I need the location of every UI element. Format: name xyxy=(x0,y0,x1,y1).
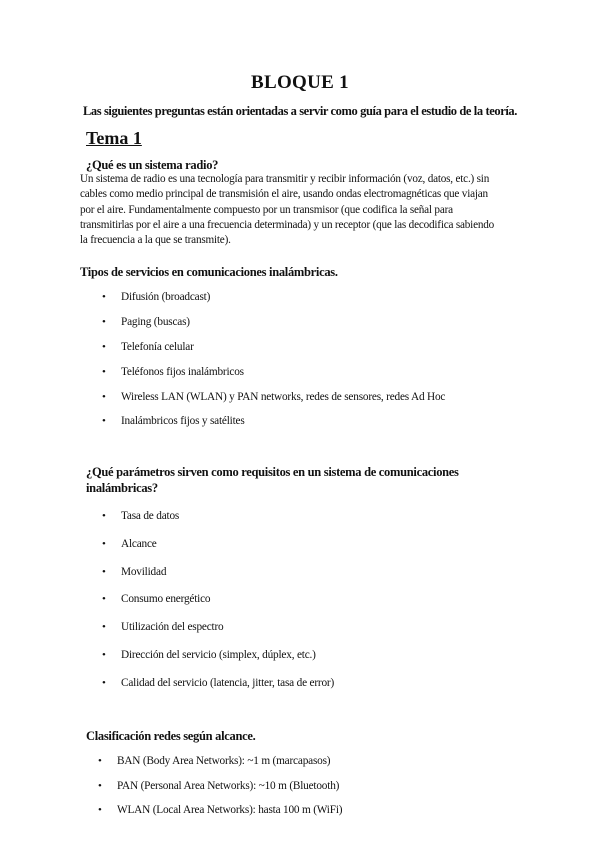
bullet-icon: • xyxy=(102,565,106,578)
list-item xyxy=(102,565,334,594)
bullet-icon: • xyxy=(102,390,106,403)
bullet-icon: • xyxy=(98,779,102,792)
list-item-text: WLAN (Local Area Networks): hasta 100 m (WiFi) xyxy=(117,804,343,816)
bullet-icon: • xyxy=(98,755,102,767)
list-item xyxy=(102,365,445,391)
list-item-text: PAN (Personal Area Networks): ~10 m (Bluetooth) xyxy=(117,779,340,792)
list-item xyxy=(98,755,342,780)
list-item xyxy=(102,390,446,416)
list-item-text: Paging (buscas) xyxy=(121,315,190,328)
list-item-text: Wireless LAN (WLAN) y PAN networks, redes de sensores, redes Ad Hoc xyxy=(121,390,446,403)
bullet-icon: • xyxy=(98,804,102,816)
list-item-text: Alcance xyxy=(121,537,157,550)
list-item-text: Inalámbricos fijos y satélites xyxy=(121,415,245,428)
bullet-icon: • xyxy=(102,340,106,353)
document-subtitle: Las siguientes preguntas están orientadas a servir como guía para el estudio de la teoría. xyxy=(82,104,517,118)
document-title: BLOQUE 1 xyxy=(251,72,349,93)
bullet-icon: • xyxy=(102,510,106,522)
list-item-text: BAN (Body Area Networks): ~1 m (marcapasos) xyxy=(117,755,331,767)
classification-heading: Clasificación redes según alcance. xyxy=(86,729,256,743)
services-list xyxy=(102,291,446,440)
list-item-text: Movilidad xyxy=(121,565,167,578)
bullet-icon: • xyxy=(102,621,106,634)
bullet-icon: • xyxy=(102,648,106,661)
answer-paragraph-radio xyxy=(80,172,520,248)
list-item xyxy=(102,621,334,649)
paragraph-line: cables como medio principal de transmisión el aire, usando ondas electromagnéticas que viajan xyxy=(80,188,488,201)
bullet-icon: • xyxy=(102,593,106,606)
parameters-list xyxy=(102,510,335,705)
paragraph-line: Un sistema de radio es una tecnología para transmitir y recibir información (voz, datos, etc.) sin xyxy=(80,173,490,185)
list-item-text: Calidad del servicio (latencia, jitter, tasa de error) xyxy=(121,676,335,689)
question-heading-radio: ¿Qué es un sistema radio? xyxy=(86,158,219,172)
list-item xyxy=(98,804,343,829)
parameters-heading: ¿Qué parámetros sirven como requisitos en un sistema de comunicaciones inalámbricas? xyxy=(86,465,459,495)
list-item xyxy=(102,510,334,538)
list-item xyxy=(98,779,342,805)
list-item-text: Difusión (broadcast) xyxy=(121,291,211,303)
list-item xyxy=(102,537,334,566)
bullet-icon: • xyxy=(102,676,106,689)
list-item xyxy=(102,291,445,316)
bullet-icon: • xyxy=(102,537,106,550)
list-item-text: Telefonía celular xyxy=(121,340,194,353)
list-item xyxy=(102,315,445,341)
paragraph-line: la frecuencia a la que se transmite). xyxy=(80,234,231,247)
services-heading: Tipos de servicios en comunicaciones inalámbricas. xyxy=(80,265,338,279)
list-item xyxy=(102,593,334,621)
list-item-text: Utilización del espectro xyxy=(121,621,224,634)
bullet-icon: • xyxy=(102,415,106,428)
list-item-text: Tasa de datos xyxy=(121,510,180,522)
bullet-icon: • xyxy=(102,365,106,378)
list-item xyxy=(102,676,335,705)
bullet-icon: • xyxy=(102,315,106,328)
paragraph-line: transmitirlas por el aire a una frecuencia determinada) y un receptor (que las decodifica sabiendo xyxy=(80,218,495,231)
list-item xyxy=(102,415,445,440)
bullet-icon: • xyxy=(102,291,106,303)
list-item-text: Dirección del servicio (simplex, dúplex, etc.) xyxy=(121,648,316,661)
list-item xyxy=(102,340,445,366)
section-heading-tema: Tema 1 xyxy=(86,128,142,148)
list-item-text: Teléfonos fijos inalámbricos xyxy=(121,365,244,378)
paragraph-line: por el aire. Fundamentalmente compuesto por un transmisor (que codifica la señal para xyxy=(80,203,453,216)
list-item-text: Consumo energético xyxy=(121,593,211,606)
list-item xyxy=(102,648,334,677)
classification-list xyxy=(98,755,343,829)
